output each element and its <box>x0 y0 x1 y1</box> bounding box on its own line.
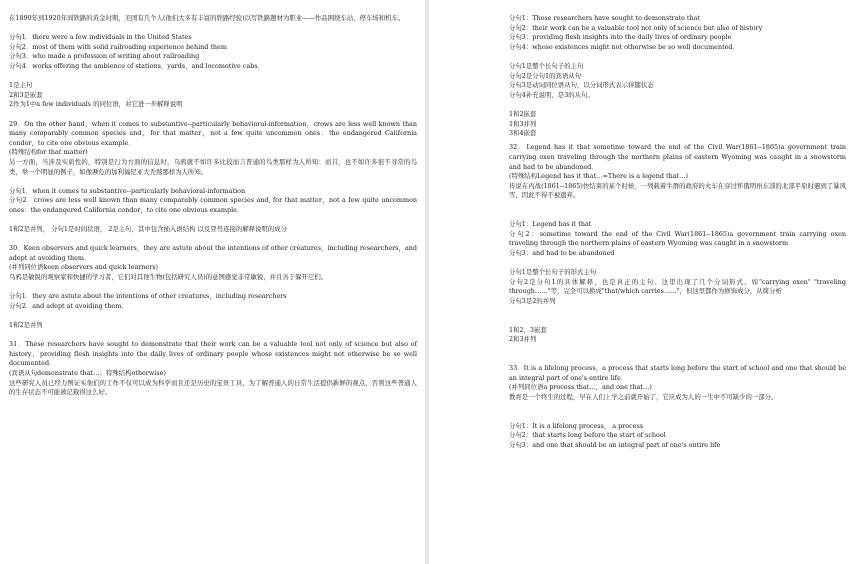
spacer <box>509 354 846 364</box>
paragraph: 传说在内战(1861--1865)快结束的某个时候，一列载着牛群的政府的火车在穿过怀俄明州东部的北部平原时遇到了暴风雪，因此不得不被遗弃。 <box>509 181 846 200</box>
paragraph: 乌鸦是敏锐的观察家和快捷的学习者，它们对其他生物(包括研究人员)的意图感觉非常敏锐，并且善于躲开它们。 <box>9 273 328 282</box>
spacer <box>509 316 846 326</box>
left-page <box>0 0 425 564</box>
paragraph: 分句4．works offering the ambience of stations，yards，and locomotive cabs． <box>9 61 264 70</box>
paragraph: 1和2嵌套 <box>509 109 537 118</box>
spacer <box>9 24 417 34</box>
spacer <box>509 345 846 355</box>
paragraph: 2作为1中a few individuals 的同位语，对它进一步解释说明 <box>9 100 183 109</box>
paragraph: 1和2是并列， 分句1是时间状语， 2是主句，其中包含插入语结构 以及冒号连接的解释说明的成分 <box>9 225 287 234</box>
paragraph: (特殊结构for that matter) <box>9 148 88 157</box>
paragraph: (宾语从句demonstrate that…；特殊结构otherwise) <box>9 368 166 377</box>
spacer <box>9 72 417 82</box>
paragraph: 分句3：and one that should be an integral part of one's entire life <box>509 440 721 449</box>
paragraph: 分句3．who made a profession of writing about railroading <box>9 52 200 61</box>
spacer <box>509 258 846 268</box>
paragraph: 分句3是动词同位语从句，以分词形式表示伴随状态 <box>509 81 654 90</box>
paragraph: 31．These researchers have sought to demonstrate that their work can be a valuable tool not only of science but also of history，providing flesh insights into the daily lives of ordinary people whose existences might not otherwise be so well documented． <box>9 340 417 368</box>
paragraph: 1是主句 <box>9 81 33 90</box>
paragraph: 分句2．crows are less well known than many comparably common species and, for that matter，not a few quite uncommon ones：the endangered California condor，to cite one obvious example． <box>9 196 417 214</box>
paragraph: (特殊结构Legend has it that…=There is a legend that…) <box>509 172 688 181</box>
spacer <box>509 52 846 62</box>
paragraph: 分句2：sometime toward the end of the Civil War(1861--1865)a government train carrying oxen traveling through the northern plains of eastern Wyoming was caught in a snowstorm <box>509 229 846 248</box>
paragraph: 30．Keen observers and quick learners，they are astute about the intentions of other creatures，including researchers，and adept at avoiding them． <box>9 244 417 262</box>
paragraph: 2和3并列 <box>509 335 537 344</box>
spacer <box>509 306 846 316</box>
spacer <box>9 283 417 293</box>
paragraph: 分句1．they are astute about the intentions of other creatures，including researchers <box>9 292 287 301</box>
paragraph: 分句1是整个长句子的主句 <box>509 61 584 70</box>
paragraph: 分句2是分句1的具体解释，也是真正的主句。这里出现了几个分词形式，如"carrying oxen" "traveling through……"等，完全可以换成"that/which carries……"，但这里都作为修饰成分，从简分析 <box>509 277 846 296</box>
spacer <box>509 402 846 412</box>
paragraph: 分句3是2的并列 <box>509 296 556 305</box>
paragraph: 分句1：Legend has it that <box>509 220 592 229</box>
paragraph: 分句2是分句1的宾语从句 <box>509 71 582 80</box>
spacer <box>509 210 846 220</box>
paragraph: 分句2．and adept at avoiding them． <box>9 301 128 310</box>
paragraph: 3和4嵌套 <box>509 129 537 138</box>
paragraph: (并列同位语a process that…，and one that…) <box>509 383 652 392</box>
paragraph: 1和3并列 <box>509 119 537 128</box>
paragraph: 1和2、3嵌套 <box>509 325 547 334</box>
spacer <box>509 100 846 110</box>
paragraph: 分句1．when it comes to substantive--particularly behavioral-information <box>9 186 246 195</box>
paragraph: 分句2．most of them with solid railroading experience behind them <box>9 42 227 51</box>
spacer <box>9 235 417 245</box>
paragraph: 分句1：These researchers have sought to demonstrate that <box>509 14 700 22</box>
paragraph: 分句3：providing flesh insights into the daily lives of ordinary people <box>509 33 732 42</box>
paragraph: 分句3：and had to be abandoned <box>509 248 615 257</box>
paragraph: 分句4补充说明，是3的从句。 <box>509 90 594 99</box>
right-page <box>429 0 854 564</box>
paragraph: 分句2：that starts long before the start of school <box>509 431 666 440</box>
paragraph: 教育是一个终生的过程，早在人们上学之前就开始了，它应成为人的一生中不可缺少的一部分。 <box>509 392 778 401</box>
paragraph: 分句2：their work can be a valuable tool not only of science but also of history <box>509 23 763 32</box>
spacer <box>9 177 417 187</box>
paragraph: 29．On the other hand，when it comes to substantive--particularly behavioral-information，crows are less well known than many comparably common species and，for that matter，not a few quite uncommon ones：the endangered California condor，to cite one obvious example． <box>9 119 417 147</box>
paragraph: 2和3是嵌套 <box>9 90 43 99</box>
paragraph: 32．Legend has it that sometime toward the end of the Civil War(1861--1865)a government train carrying oxen traveling through the northern plains of eastern Wyoming was caught in a snowstorm and had to be abandoned． <box>509 143 846 171</box>
spacer <box>9 331 417 341</box>
spacer <box>9 311 417 321</box>
spacer <box>9 215 417 225</box>
paragraph: 1和2是并列 <box>9 321 43 329</box>
paragraph: (并列同位语keen observers and quick learners) <box>9 263 159 272</box>
paragraph: 另一方面，当涉及实质性的，特别是行为方面的信息时，乌鸦就不如许多比较而言普通的鸟类那样为人所知：而且，也不如许多很不寻常的鸟类，举一个明显的例子，如像濒危的加利福尼亚大秃鹫那样为人所知。 <box>9 157 417 176</box>
spacer <box>9 110 417 120</box>
paragraph: 在1890年到1920年间铁路的黄金时期，美国有几个人(他们大多有丰富的铁路经验)以写铁路题材为职业——作品围绕车站、停车场和机车。 <box>9 14 405 22</box>
spacer <box>509 412 846 422</box>
paragraph: 这些研究人员已经力图证实他们的工作不仅可以成为科学而且还是历史的宝贵工具，为了解普通人的日常生活提供新鲜的观点，否则这些普通人的生存状态不可能被记载得这么好。 <box>9 378 417 397</box>
paragraph: 分句1．there were a few individuals in the United States <box>9 33 192 42</box>
paragraph: 分句4：whose existences might not otherwise be so well documented． <box>509 42 739 51</box>
spacer <box>509 201 846 211</box>
paragraph: 分句1：It is a lifelong process， a process <box>509 421 644 430</box>
paragraph: 33．It is a lifelong process，a process that starts long before the start of school and one that should be an integral part of one's entire life． <box>509 363 846 382</box>
paragraph: 分句1是整个长句子的形式主句 <box>509 268 597 277</box>
